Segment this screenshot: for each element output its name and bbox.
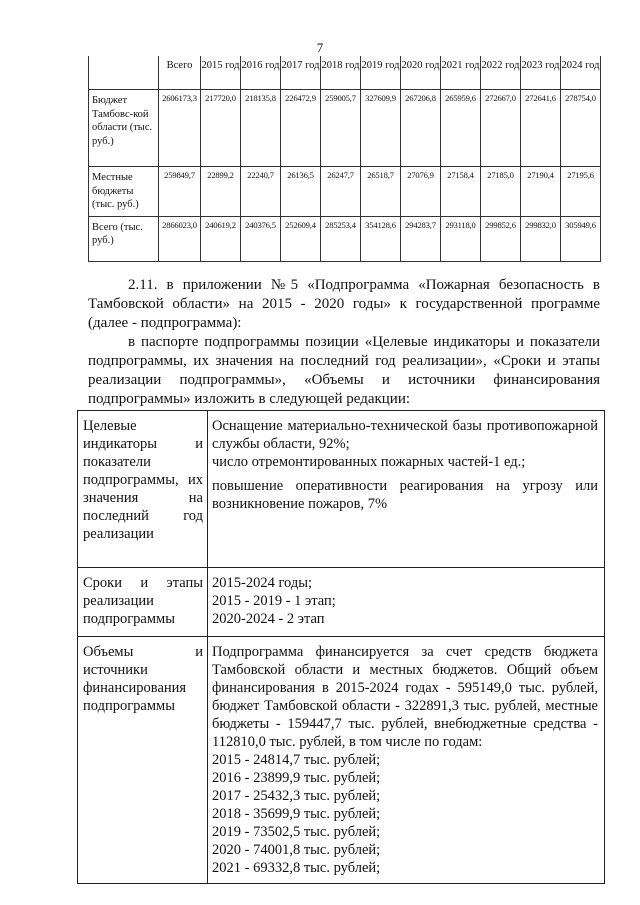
financing-year: 2015 - 24814,7 тыс. рублей; <box>212 752 381 768</box>
indicator-line: повышение оперативности реагирования на угрозу или возникновение пожаров, 7% <box>212 478 598 512</box>
financing-year: 2018 - 35699,9 тыс. рублей; <box>212 806 381 822</box>
finance-row-regional-budget <box>89 90 601 167</box>
table-cell: 272641,6 <box>521 90 561 167</box>
finance-table <box>88 56 601 262</box>
table-cell: 267206,8 <box>401 90 441 167</box>
table-cell: 26247,7 <box>321 167 361 217</box>
table-cell: 305949,6 <box>561 216 601 261</box>
indicator-line: число отремонтированных пожарных частей-1 ед.; <box>212 454 526 470</box>
page-number: 7 <box>316 40 324 55</box>
table-cell: 27185,0 <box>481 167 521 217</box>
table-cell: 240376,5 <box>241 216 281 261</box>
financing-year: 2016 - 23899,9 тыс. рублей; <box>212 770 381 786</box>
paragraph-2-11: 2.11. в приложении №5 «Подпрограмма «Пожарная безопасность в Тамбовской области» на 2015 - 2020 годы» к государственной программе (далее - подпрограмма): <box>88 277 600 331</box>
paragraph-passport-intro: в паспорте подпрограммы позиции «Целевые индикаторы и показатели подпрограммы, их значения на последний год реализации», «Сроки и этапы реализации подпрограммы», «Объемы и источники финансирования подпрограммы» изложить в следующей редакции: <box>88 334 600 407</box>
table-cell: 217720,0 <box>201 90 241 167</box>
table-cell: 27190,4 <box>521 167 561 217</box>
finance-header-cell: 2017 год <box>281 57 321 90</box>
finance-header-cell <box>89 57 159 90</box>
finance-header-cell: 2022 год <box>481 57 521 90</box>
table-cell: 278754,0 <box>561 90 601 167</box>
table-cell: 27195,6 <box>561 167 601 217</box>
table-cell: 22240,7 <box>241 167 281 217</box>
table-cell: 22899,2 <box>201 167 241 217</box>
row-label: Бюджет Тамбовс-кой области (тыс. руб.) <box>89 90 159 167</box>
table-cell: 299832,0 <box>521 216 561 261</box>
finance-header-cell: 2019 год <box>361 57 401 90</box>
passport-value <box>208 637 605 884</box>
terms-line: 2020-2024 - 2 этап <box>212 611 325 627</box>
table-cell: 26136,5 <box>281 167 321 217</box>
table-cell: 327609,9 <box>361 90 401 167</box>
indicator-line: Оснащение материально-технической базы противопожарной службы области, 92%; <box>212 418 598 452</box>
table-cell: 252609,4 <box>281 216 321 261</box>
passport-table <box>77 410 605 884</box>
passport-value <box>208 568 605 637</box>
row-label: Всего (тыс. руб.) <box>89 216 159 261</box>
table-cell: 354128,6 <box>361 216 401 261</box>
terms-line: 2015 - 2019 - 1 этап; <box>212 593 336 609</box>
finance-header-cell: 2018 год <box>321 57 361 90</box>
table-cell: 240619,2 <box>201 216 241 261</box>
financing-year: 2019 - 73502,5 тыс. рублей; <box>212 824 381 840</box>
passport-value <box>208 411 605 568</box>
table-cell: 259849,7 <box>159 167 201 217</box>
financing-year: 2020 - 74001,8 тыс. рублей; <box>212 842 381 858</box>
table-cell: 2866023,0 <box>159 216 201 261</box>
financing-year: 2021 - 69332,8 тыс. рублей; <box>212 860 381 876</box>
finance-header-cell: 2016 год <box>241 57 281 90</box>
table-cell: 294283,7 <box>401 216 441 261</box>
table-cell: 293118,0 <box>441 216 481 261</box>
table-cell: 27076,9 <box>401 167 441 217</box>
table-cell: 2606173,3 <box>159 90 201 167</box>
terms-line: 2015-2024 годы; <box>212 575 313 591</box>
finance-header-cell: 2015 год <box>201 57 241 90</box>
passport-label: Сроки и этапы реализации подпрограммы <box>78 568 208 637</box>
table-cell: 299852,6 <box>481 216 521 261</box>
finance-header-cell: 2023 год <box>521 57 561 90</box>
financing-intro: Подпрограмма финансируется за счет средств бюджета Тамбовской области и местных бюджетов. Общий объем финансирования в 2015-2024 годах - 595149,0 тыс. рублей, бюджет Тамбовской области - 322891,3 тыс. рублей, местные бюджеты - 159447,7 тыс. рублей, внебюджетные средства - 112810,0 тыс. рублей, в том числе по годам: <box>212 644 598 750</box>
finance-header-cell: 2020 год <box>401 57 441 90</box>
passport-label: Целевые индикаторы и показатели подпрограммы, их значения на последний год реализации <box>78 411 208 568</box>
table-cell: 26518,7 <box>361 167 401 217</box>
finance-row-local-budgets <box>89 167 601 217</box>
financing-year: 2017 - 25432,3 тыс. рублей; <box>212 788 381 804</box>
table-cell: 27158,4 <box>441 167 481 217</box>
finance-header-row <box>89 57 601 90</box>
table-cell: 226472,9 <box>281 90 321 167</box>
passport-row-indicators <box>78 411 605 568</box>
finance-row-total <box>89 216 601 261</box>
table-cell: 265959,6 <box>441 90 481 167</box>
table-cell: 272667,0 <box>481 90 521 167</box>
table-cell: 285253,4 <box>321 216 361 261</box>
passport-row-financing <box>78 637 605 884</box>
table-cell: 218135,8 <box>241 90 281 167</box>
passport-row-terms <box>78 568 605 637</box>
table-cell: 259005,7 <box>321 90 361 167</box>
finance-header-cell: 2024 год <box>561 57 601 90</box>
finance-header-cell: Всего <box>159 57 201 90</box>
row-label: Местные бюджеты (тыс. руб.) <box>89 167 159 217</box>
finance-header-cell: 2021 год <box>441 57 481 90</box>
passport-label: Объемы и источники финансирования подпрограммы <box>78 637 208 884</box>
